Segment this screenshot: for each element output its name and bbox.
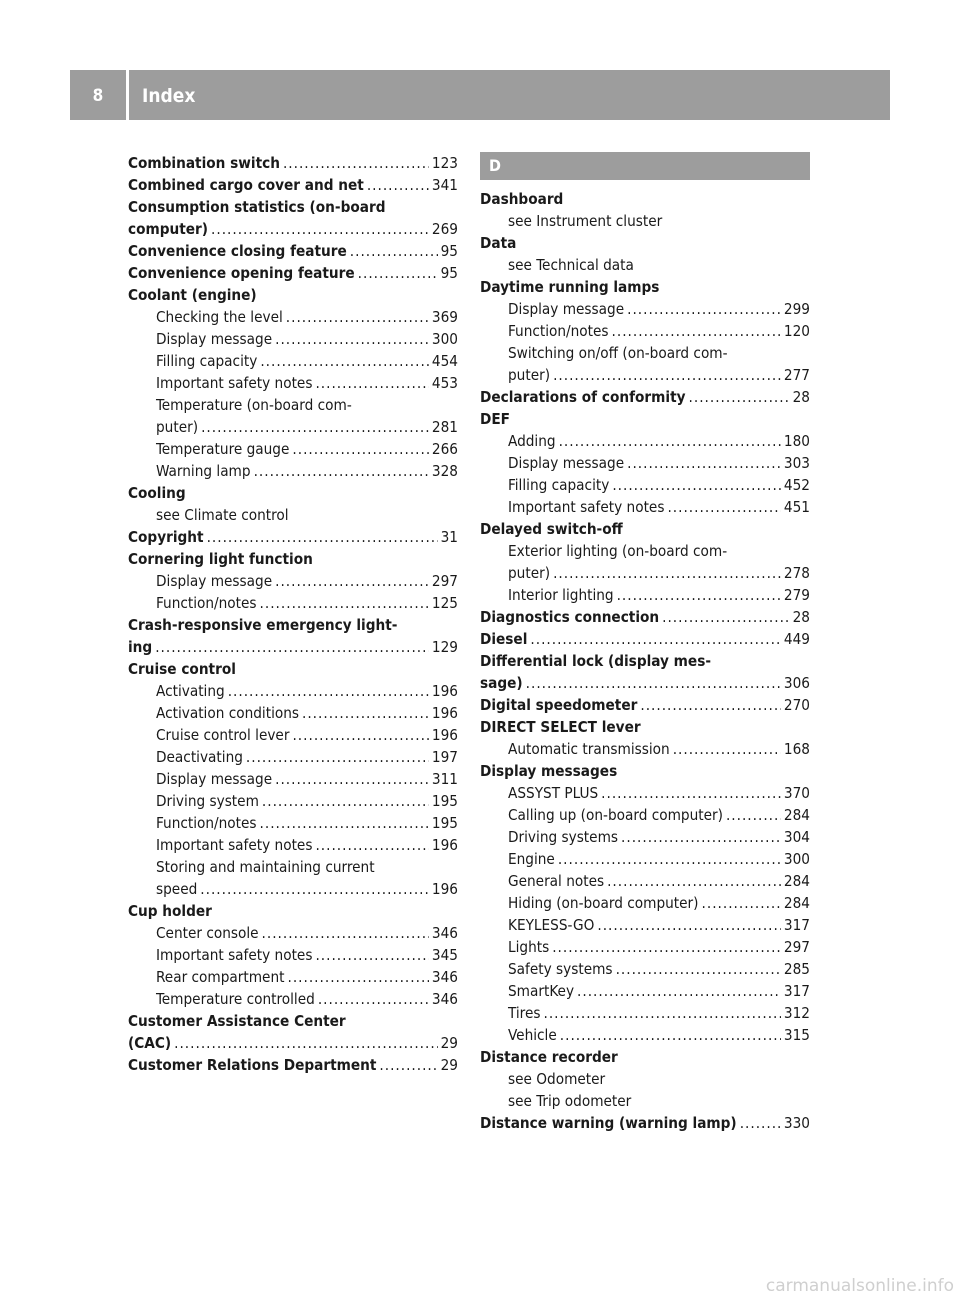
entry-label: Function/notes: [156, 594, 257, 612]
page-reference[interactable]: 123: [431, 154, 458, 172]
entry-label: Cruise control: [128, 660, 236, 678]
dot-leader: [560, 1024, 781, 1046]
entry-label: Distance warning (warning lamp): [480, 1114, 737, 1132]
dot-leader: [559, 430, 781, 452]
entry-label: Center console: [156, 924, 259, 942]
page-reference[interactable]: 304: [783, 828, 810, 846]
entry-label: Consumption statistics (on-board: [128, 198, 386, 216]
dot-leader: [612, 320, 781, 342]
dot-leader: [262, 790, 429, 812]
entry-label: sage): [480, 674, 523, 692]
page-reference[interactable]: 28: [792, 608, 810, 626]
page-reference[interactable]: 29: [440, 1056, 458, 1074]
index-subentry[interactable]: [480, 452, 810, 474]
page-reference[interactable]: 277: [783, 366, 810, 384]
page-reference[interactable]: 196: [431, 682, 458, 700]
index-entry: [128, 900, 458, 922]
dot-leader: [530, 628, 781, 650]
page-reference[interactable]: 449: [783, 630, 810, 648]
dot-leader: [275, 328, 429, 350]
index-subentry[interactable]: [128, 988, 458, 1010]
dot-leader: [292, 724, 428, 746]
index-subentry: [128, 394, 458, 416]
page-reference[interactable]: 279: [783, 586, 810, 604]
page-reference[interactable]: 28: [792, 388, 810, 406]
index-entry: [128, 614, 458, 636]
index-subentry[interactable]: [480, 958, 810, 980]
entry-label: puter): [508, 366, 551, 384]
entry-label: Driving systems: [508, 828, 619, 846]
page-reference[interactable]: 95: [440, 264, 458, 282]
page-reference[interactable]: 306: [783, 674, 810, 692]
index-subentry[interactable]: [128, 592, 458, 614]
index-subentry[interactable]: [480, 914, 810, 936]
index-subentry[interactable]: [480, 826, 810, 848]
dot-leader: [207, 526, 438, 548]
entry-label: Hiding (on-board computer): [508, 894, 699, 912]
index-subentry[interactable]: [128, 416, 458, 438]
dot-leader: [283, 152, 429, 174]
page-reference[interactable]: 278: [783, 564, 810, 582]
page-reference[interactable]: 180: [783, 432, 810, 450]
dot-leader: [155, 636, 429, 658]
entry-label: Automatic transmission: [508, 740, 670, 758]
entry-label: Display message: [156, 572, 273, 590]
index-subentry[interactable]: [480, 584, 810, 606]
index-subentry[interactable]: [128, 372, 458, 394]
index-subentry: [480, 254, 810, 276]
index-entry: [128, 284, 458, 306]
page-reference[interactable]: 451: [783, 498, 810, 516]
dot-leader: [228, 680, 429, 702]
index-subentry[interactable]: [128, 834, 458, 856]
index-subentry[interactable]: [128, 350, 458, 372]
dot-leader: [553, 364, 781, 386]
index-subentry: [480, 342, 810, 364]
entry-label: DEF: [480, 410, 511, 428]
page-reference[interactable]: 346: [431, 924, 458, 942]
page-reference[interactable]: 330: [783, 1114, 810, 1132]
index-entry: [480, 760, 810, 782]
entry-label: Function/notes: [156, 814, 257, 832]
entry-label: Interior lighting: [508, 586, 614, 604]
entry-label: SmartKey: [508, 982, 575, 1000]
entry-label: Cornering light function: [128, 550, 313, 568]
dot-leader: [262, 922, 429, 944]
dot-leader: [201, 416, 429, 438]
page-reference[interactable]: 269: [431, 220, 458, 238]
dot-leader: [526, 672, 781, 694]
index-entry[interactable]: [128, 174, 458, 196]
dot-leader: [740, 1112, 781, 1134]
page-reference[interactable]: 346: [431, 968, 458, 986]
entry-label: Display message: [156, 330, 273, 348]
page-reference[interactable]: 454: [431, 352, 458, 370]
entry-label: Combined cargo cover and net: [128, 176, 364, 194]
entry-label: Switching on/off (on-board com-: [508, 344, 728, 362]
page-reference[interactable]: 196: [431, 704, 458, 722]
dot-leader: [260, 350, 429, 372]
entry-label: Important safety notes: [156, 946, 313, 964]
dot-leader: [597, 914, 781, 936]
page-reference[interactable]: 196: [431, 836, 458, 854]
entry-label: Engine: [508, 850, 555, 868]
page-reference[interactable]: 31: [440, 528, 458, 546]
index-subentry[interactable]: [480, 782, 810, 804]
page-reference[interactable]: 196: [431, 880, 458, 898]
watermark: carmanualsonline.info: [765, 1276, 954, 1296]
dot-leader: [673, 738, 781, 760]
index-entry[interactable]: [128, 1054, 458, 1076]
index-subentry[interactable]: [128, 460, 458, 482]
page-reference[interactable]: 270: [783, 696, 810, 714]
index-entries-d: [480, 188, 810, 1134]
dot-leader: [254, 460, 429, 482]
index-entry: [128, 548, 458, 570]
index-entry: [128, 482, 458, 504]
index-subentry: [480, 1068, 810, 1090]
entry-label: Crash-responsive emergency light-: [128, 616, 398, 634]
entry-label: Digital speedometer: [480, 696, 638, 714]
index-subentry[interactable]: [480, 562, 810, 584]
page-reference[interactable]: 120: [783, 322, 810, 340]
index-entry[interactable]: [128, 636, 458, 658]
dot-leader: [577, 980, 781, 1002]
index-subentry[interactable]: [128, 438, 458, 460]
index-entry: [480, 650, 810, 672]
index-entry[interactable]: [480, 386, 810, 408]
dot-leader: [689, 386, 790, 408]
page-reference[interactable]: 168: [783, 740, 810, 758]
index-subentry[interactable]: [480, 870, 810, 892]
dot-leader: [667, 496, 780, 518]
page-reference[interactable]: 311: [431, 770, 458, 788]
entry-label: Function/notes: [508, 322, 609, 340]
dot-leader: [726, 804, 781, 826]
index-entry: [480, 408, 810, 430]
index-subentry[interactable]: [128, 812, 458, 834]
entry-label: Calling up (on-board computer): [508, 806, 723, 824]
entry-label: Temperature gauge: [156, 440, 290, 458]
index-entry[interactable]: [128, 240, 458, 262]
entry-label: see Trip odometer: [508, 1092, 632, 1110]
entry-label: Cooling: [128, 484, 186, 502]
page-reference[interactable]: 297: [783, 938, 810, 956]
index-subentry[interactable]: [480, 1002, 810, 1024]
entry-label: Deactivating: [156, 748, 243, 766]
dot-leader: [318, 988, 429, 1010]
dot-leader: [315, 372, 428, 394]
entry-label: Delayed switch-off: [480, 520, 623, 538]
index-subentry[interactable]: [480, 936, 810, 958]
entry-label: ASSYST PLUS: [508, 784, 599, 802]
index-entry[interactable]: [480, 1112, 810, 1134]
page-reference[interactable]: 297: [431, 572, 458, 590]
index-entry[interactable]: [128, 152, 458, 174]
entry-label: Customer Relations Department: [128, 1056, 377, 1074]
dot-leader: [246, 746, 429, 768]
entry-label: Distance recorder: [480, 1048, 618, 1066]
entry-label: Adding: [508, 432, 556, 450]
index-subentry[interactable]: [128, 922, 458, 944]
dot-leader: [702, 892, 781, 914]
index-entry[interactable]: [480, 606, 810, 628]
entry-label: Activation conditions: [156, 704, 299, 722]
index-subentry: [480, 1090, 810, 1112]
index-subentry[interactable]: [480, 848, 810, 870]
index-entry: [480, 518, 810, 540]
dot-leader: [292, 438, 429, 460]
entry-label: Diesel: [480, 630, 528, 648]
entry-label: General notes: [508, 872, 605, 890]
page-reference[interactable]: 346: [431, 990, 458, 1008]
dot-leader: [607, 870, 781, 892]
entry-label: Safety systems: [508, 960, 613, 978]
index-subentry[interactable]: [128, 768, 458, 790]
index-subentry[interactable]: [480, 364, 810, 386]
index-column-left: [128, 152, 458, 1076]
entry-label: Temperature controlled: [156, 990, 315, 1008]
header-divider: [126, 70, 129, 120]
entry-label: Display message: [508, 454, 625, 472]
entry-label: Display message: [508, 300, 625, 318]
entry-label: Checking the level: [156, 308, 283, 326]
entry-label: Rear compartment: [156, 968, 285, 986]
dot-leader: [302, 702, 429, 724]
entry-label: DIRECT SELECT lever: [480, 718, 641, 736]
index-subentry: [480, 540, 810, 562]
entry-label: Activating: [156, 682, 225, 700]
index-subentry[interactable]: [480, 892, 810, 914]
entry-label: Display message: [156, 770, 273, 788]
page-reference[interactable]: 328: [431, 462, 458, 480]
page-title: Index: [142, 85, 196, 107]
page-reference[interactable]: 125: [431, 594, 458, 612]
dot-leader: [260, 592, 429, 614]
entry-label: Important safety notes: [508, 498, 665, 516]
index-entry: [480, 276, 810, 298]
dot-leader: [275, 570, 429, 592]
index-entry[interactable]: [480, 672, 810, 694]
index-subentry[interactable]: [480, 298, 810, 320]
page-header: [70, 70, 890, 120]
index-entry[interactable]: [128, 1032, 458, 1054]
index-subentry[interactable]: [480, 430, 810, 452]
entry-label: computer): [128, 220, 209, 238]
page-reference[interactable]: 370: [783, 784, 810, 802]
entry-label: Coolant (engine): [128, 286, 257, 304]
entry-label: Combination switch: [128, 154, 280, 172]
page-number: 8: [92, 86, 104, 106]
index-entry: [480, 1046, 810, 1068]
page-reference[interactable]: 369: [431, 308, 458, 326]
dot-leader: [350, 240, 438, 262]
entry-label: (CAC): [128, 1034, 172, 1052]
dot-leader: [211, 218, 429, 240]
page-reference[interactable]: 195: [431, 814, 458, 832]
page-reference[interactable]: 285: [783, 960, 810, 978]
dot-leader: [367, 174, 429, 196]
entry-label: Copyright: [128, 528, 204, 546]
index-entry: [128, 196, 458, 218]
dot-leader: [260, 812, 429, 834]
index-subentry[interactable]: [128, 944, 458, 966]
index-subentry: [480, 210, 810, 232]
index-subentry[interactable]: [128, 680, 458, 702]
dot-leader: [200, 878, 429, 900]
index-subentry[interactable]: [128, 702, 458, 724]
entry-label: Display messages: [480, 762, 618, 780]
index-entry[interactable]: [480, 628, 810, 650]
index-subentry[interactable]: [480, 980, 810, 1002]
index-subentry[interactable]: [128, 570, 458, 592]
page-reference[interactable]: 312: [783, 1004, 810, 1022]
entry-label: see Climate control: [156, 506, 289, 524]
entry-label: Filling capacity: [156, 352, 258, 370]
dot-leader: [627, 298, 781, 320]
index-subentry[interactable]: [480, 474, 810, 496]
index-subentry[interactable]: [128, 966, 458, 988]
entry-label: Storing and maintaining current: [156, 858, 375, 876]
entry-label: Customer Assistance Center: [128, 1012, 346, 1030]
entry-label: Tires: [508, 1004, 541, 1022]
dot-leader: [286, 306, 429, 328]
page-reference[interactable]: 299: [783, 300, 810, 318]
index-subentry[interactable]: [480, 320, 810, 342]
entry-label: Convenience closing feature: [128, 242, 347, 260]
page-reference[interactable]: 284: [783, 872, 810, 890]
page-reference[interactable]: 197: [431, 748, 458, 766]
page-reference[interactable]: 317: [783, 982, 810, 1000]
entry-label: Data: [480, 234, 517, 252]
entry-label: Important safety notes: [156, 374, 313, 392]
dot-leader: [621, 826, 781, 848]
page-reference[interactable]: 317: [783, 916, 810, 934]
entry-label: ing: [128, 638, 153, 656]
entry-label: Driving system: [156, 792, 259, 810]
index-entry: [480, 716, 810, 738]
entry-label: Temperature (on-board com-: [156, 396, 352, 414]
dot-leader: [287, 966, 428, 988]
page-reference[interactable]: 315: [783, 1026, 810, 1044]
entry-label: Cruise control lever: [156, 726, 290, 744]
index-subentry[interactable]: [480, 496, 810, 518]
dot-leader: [627, 452, 781, 474]
dot-leader: [315, 944, 428, 966]
entry-label: speed: [156, 880, 198, 898]
index-subentry[interactable]: [128, 790, 458, 812]
index-entry[interactable]: [128, 526, 458, 548]
entry-label: puter): [156, 418, 199, 436]
entry-label: see Instrument cluster: [508, 212, 663, 230]
index-column-right: [480, 152, 810, 1134]
entry-label: Dashboard: [480, 190, 564, 208]
entry-label: Diagnostics connection: [480, 608, 660, 626]
entry-label: Convenience opening feature: [128, 264, 355, 282]
page-reference[interactable]: 95: [440, 242, 458, 260]
index-entry: [128, 1010, 458, 1032]
entry-label: see Odometer: [508, 1070, 606, 1088]
page-reference[interactable]: 29: [440, 1034, 458, 1052]
entry-label: Daytime running lamps: [480, 278, 660, 296]
dot-leader: [315, 834, 428, 856]
index-subentry: [128, 856, 458, 878]
page-reference[interactable]: 341: [431, 176, 458, 194]
dot-leader: [662, 606, 789, 628]
entry-label: Vehicle: [508, 1026, 557, 1044]
index-entry: [480, 188, 810, 210]
entry-label: Differential lock (display mes-: [480, 652, 712, 670]
index-subentry[interactable]: [128, 328, 458, 350]
dot-leader: [553, 562, 781, 584]
dot-leader: [558, 848, 781, 870]
index-entry[interactable]: [128, 262, 458, 284]
page-reference[interactable]: 284: [783, 894, 810, 912]
page-reference[interactable]: 281: [431, 418, 458, 436]
section-letter-heading: D: [480, 152, 810, 180]
entry-label: Declarations of conformity: [480, 388, 686, 406]
page-reference[interactable]: 284: [783, 806, 810, 824]
page-reference[interactable]: 196: [431, 726, 458, 744]
dot-leader: [616, 958, 781, 980]
entry-label: KEYLESS-GO: [508, 916, 595, 934]
index-entry: [128, 658, 458, 680]
index-entry[interactable]: [480, 694, 810, 716]
index-subentry[interactable]: [480, 738, 810, 760]
dot-leader: [174, 1032, 437, 1054]
page-reference[interactable]: 129: [431, 638, 458, 656]
page-reference[interactable]: 452: [783, 476, 810, 494]
dot-leader: [358, 262, 438, 284]
dot-leader: [275, 768, 429, 790]
dot-leader: [543, 1002, 780, 1024]
dot-leader: [617, 584, 781, 606]
page-reference[interactable]: 300: [783, 850, 810, 868]
page-reference[interactable]: 345: [431, 946, 458, 964]
entry-label: Lights: [508, 938, 550, 956]
entry-label: Filling capacity: [508, 476, 610, 494]
page-reference[interactable]: 453: [431, 374, 458, 392]
index-subentry[interactable]: [128, 306, 458, 328]
dot-leader: [640, 694, 781, 716]
dot-leader: [612, 474, 781, 496]
index-entry: [480, 232, 810, 254]
entry-label: Exterior lighting (on-board com-: [508, 542, 728, 560]
entry-label: puter): [508, 564, 551, 582]
index-subentry[interactable]: [128, 746, 458, 768]
dot-leader: [601, 782, 781, 804]
entry-label: Important safety notes: [156, 836, 313, 854]
index-entry[interactable]: [128, 218, 458, 240]
entry-label: see Technical data: [508, 256, 634, 274]
dot-leader: [552, 936, 781, 958]
page-reference[interactable]: 303: [783, 454, 810, 472]
index-subentry[interactable]: [480, 804, 810, 826]
index-subentry[interactable]: [480, 1024, 810, 1046]
page-reference[interactable]: 266: [431, 440, 458, 458]
dot-leader: [379, 1054, 437, 1076]
index-subentry: [128, 504, 458, 526]
entry-label: Cup holder: [128, 902, 212, 920]
index-subentry[interactable]: [128, 878, 458, 900]
index-subentry[interactable]: [128, 724, 458, 746]
entry-label: Warning lamp: [156, 462, 251, 480]
page-reference[interactable]: 300: [431, 330, 458, 348]
page-reference[interactable]: 195: [431, 792, 458, 810]
